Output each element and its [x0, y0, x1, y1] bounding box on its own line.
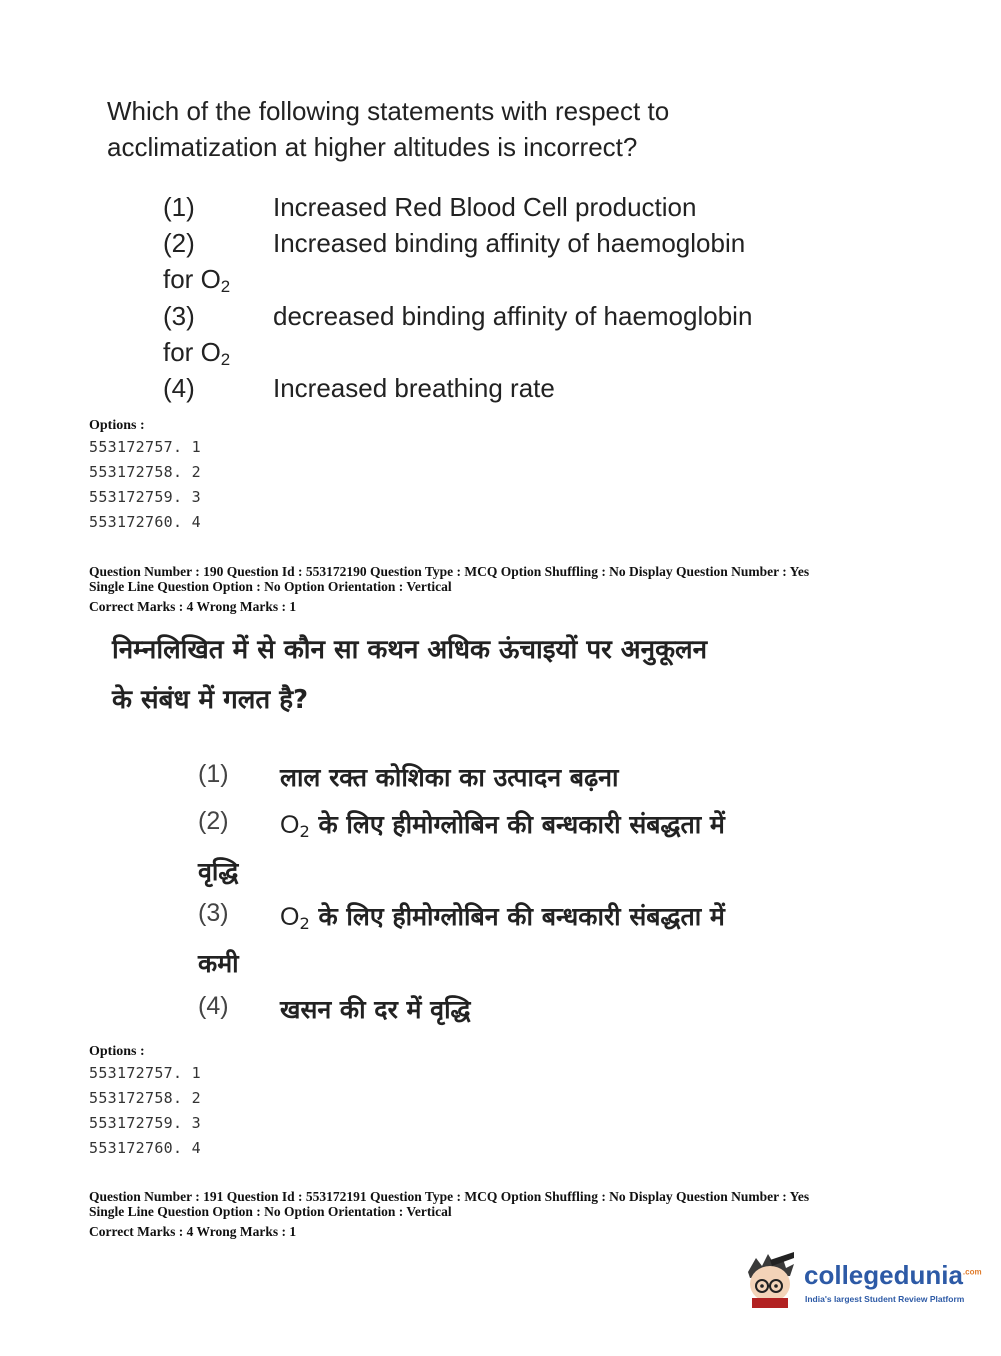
option-1-hi — [198, 760, 878, 796]
question-line-2: के संबंध में गलत है? — [112, 685, 309, 715]
option-2-hi-continued — [198, 854, 238, 888]
option-id: 553172760. 4 — [89, 1139, 201, 1157]
option-number: (2) — [198, 807, 229, 835]
option-id: 553172758. 2 — [89, 463, 201, 481]
option-text: लाल रक्त कोशिका का उत्पादन बढ़ना — [280, 763, 619, 792]
meta-line: Question Number : 191 Question Id : 553172191 Question Type : MCQ Option Shuffling : No Display Question Number : Yes — [89, 1189, 810, 1204]
option-list-en — [163, 192, 863, 412]
option-id: 553172759. 3 — [89, 488, 201, 506]
option-2-hi — [198, 807, 878, 843]
question-line-1: निम्नलिखित में से कौन सा कथन अधिक ऊंचाइयों पर अनुकूलन — [112, 635, 708, 665]
question-line-2: acclimatization at higher altitudes is incorrect? — [107, 132, 638, 162]
option-id: 553172760. 4 — [89, 513, 201, 531]
option-text: Increased Red Blood Cell production — [273, 192, 697, 222]
option-1-en — [163, 192, 863, 224]
options-block-1 — [89, 418, 201, 531]
question-meta-190 — [89, 564, 809, 614]
option-id: 553172757. 1 — [89, 438, 201, 456]
logo-suffix: .com — [962, 1267, 982, 1277]
collegedunia-logo — [742, 1250, 982, 1310]
option-text: $O_2$ के लिए हीमोग्लोबिन की बन्धकारी संबद्धता में — [280, 902, 725, 934]
subscript: 2 — [220, 277, 231, 297]
option-3-en-continued — [163, 337, 230, 370]
option-text: खसन की दर में वृद्धि — [280, 995, 471, 1024]
option-number: (1) — [163, 192, 195, 222]
option-number: (3) — [163, 301, 195, 331]
logo-tagline: India's largest Student Review Platform — [805, 1294, 965, 1304]
meta-line: Question Number : 190 Question Id : 553172190 Question Type : MCQ Option Shuffling : No Display Question Number : Yes — [89, 564, 810, 579]
option-4-hi — [198, 992, 878, 1028]
option-2-en — [163, 228, 863, 260]
meta-line: Correct Marks : 4 Wrong Marks : 1 — [89, 599, 297, 614]
options-label: Options : — [89, 1044, 145, 1059]
option-3-en — [163, 301, 863, 333]
option-id: 553172759. 3 — [89, 1114, 201, 1132]
option-number: (1) — [198, 760, 229, 788]
question-line-1: Which of the following statements with respect to — [107, 96, 670, 126]
question-text-hi — [112, 630, 707, 716]
option-text-cont: for O — [163, 337, 221, 367]
option-text-cont: वृद्धि — [198, 857, 239, 886]
options-label: Options : — [89, 418, 145, 433]
option-text: Increased binding affinity of haemoglobin — [273, 228, 746, 258]
meta-line: Single Line Question Option : No Option Orientation : Vertical — [89, 579, 452, 594]
option-4-en — [163, 373, 863, 405]
option-text-cont: for O — [163, 264, 221, 294]
option-text: Increased breathing rate — [273, 373, 555, 403]
option-text: decreased binding affinity of haemoglobin — [273, 301, 753, 331]
option-id: 553172757. 1 — [89, 1064, 201, 1082]
option-text-cont: कमी — [198, 949, 239, 978]
meta-line: Single Line Question Option : No Option Orientation : Vertical — [89, 1204, 452, 1219]
option-number: (3) — [198, 899, 229, 927]
logo-wordmark — [804, 1260, 982, 1291]
logo-name: collegedunia — [804, 1260, 963, 1290]
subscript: 2 — [220, 350, 231, 370]
option-number: (4) — [163, 373, 195, 403]
option-list-hi — [198, 760, 878, 1040]
meta-line: Correct Marks : 4 Wrong Marks : 1 — [89, 1224, 297, 1239]
option-text: $O_2$ के लिए हीमोग्लोबिन की बन्धकारी संबद्धता में — [280, 810, 725, 842]
options-block-2 — [89, 1044, 201, 1157]
option-number: (2) — [163, 228, 195, 258]
option-id: 553172758. 2 — [89, 1089, 201, 1107]
question-meta-191 — [89, 1189, 809, 1239]
option-3-hi — [198, 899, 878, 935]
option-2-en-continued — [163, 264, 230, 297]
option-number: (4) — [198, 992, 229, 1020]
option-3-hi-continued — [198, 946, 239, 980]
mascot-icon — [742, 1250, 798, 1310]
question-text-en — [107, 93, 669, 165]
